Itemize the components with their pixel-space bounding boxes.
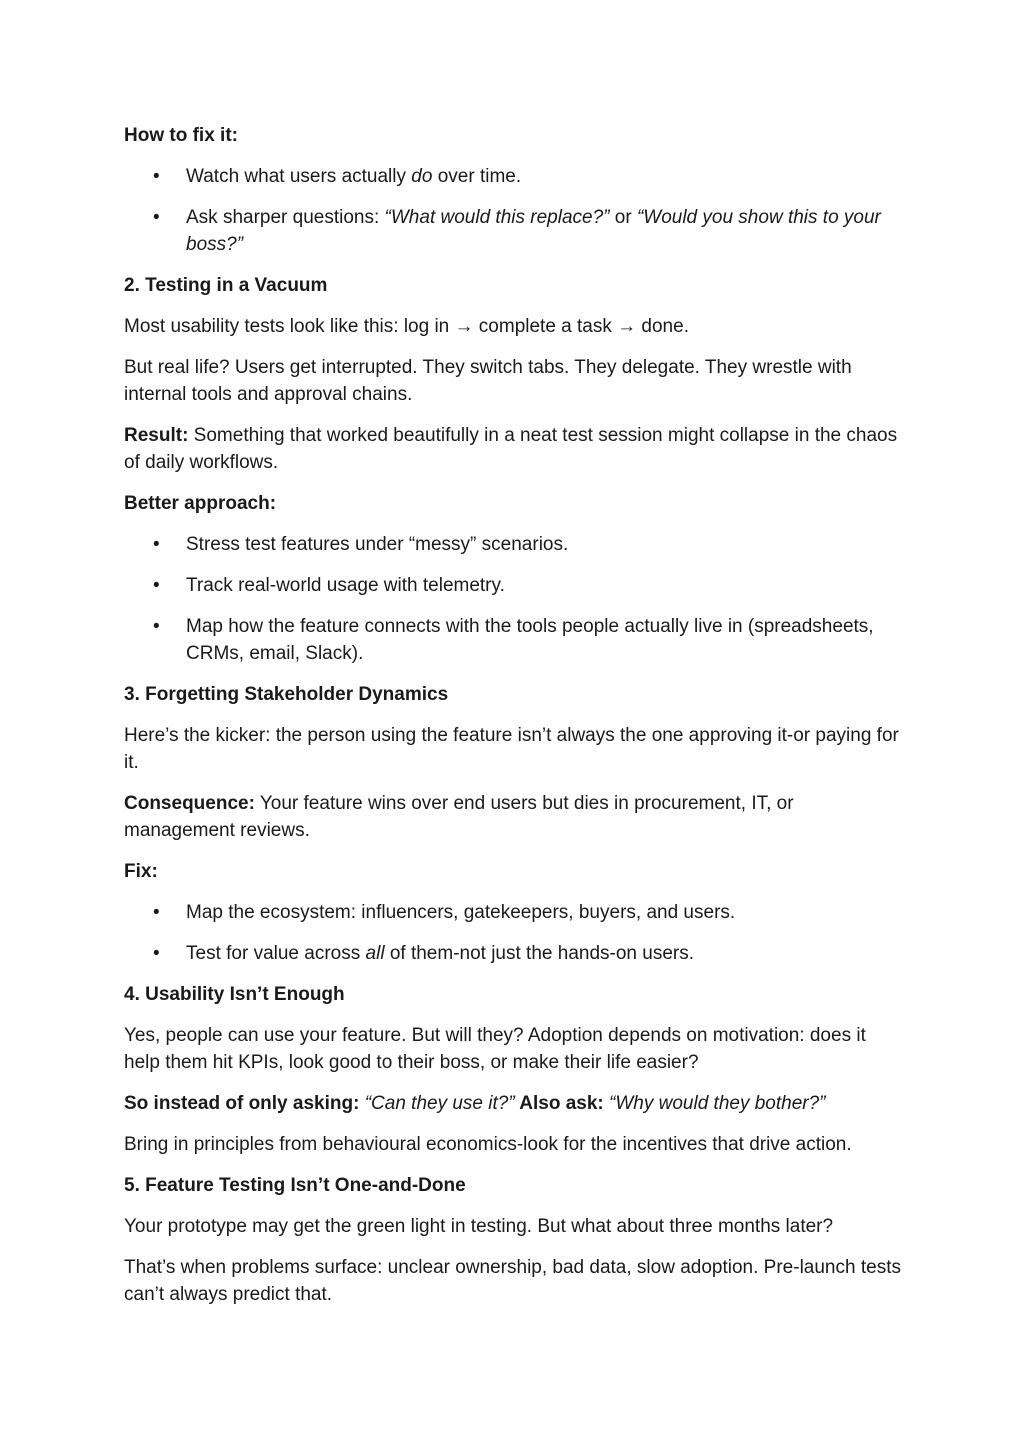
list-item: • Map the ecosystem: influencers, gatekeepers, buyers, and users. — [124, 899, 904, 926]
bullet-icon: • — [153, 902, 160, 923]
bullet-icon: • — [153, 616, 160, 637]
bullet-icon: • — [153, 166, 160, 187]
better-approach-list — [124, 531, 904, 667]
document-page — [124, 122, 904, 1322]
paragraph: Here’s the kicker: the person using the feature isn’t always the one approving it-or paying for it. — [124, 725, 899, 773]
ask-paragraph: So instead of only asking: “Can they use it?” Also ask: “Why would they bother?” — [124, 1093, 826, 1114]
paragraph: Most usability tests look like this: log in → complete a task → done. — [124, 316, 689, 337]
paragraph: But real life? Users get interrupted. They switch tabs. They delegate. They wrestle with internal tools and approval chains. — [124, 357, 852, 405]
list-item: • Stress test features under “messy” scenarios. — [124, 531, 904, 558]
how-to-fix-list — [124, 163, 904, 258]
how-to-fix-heading: How to fix it: — [124, 125, 238, 146]
bullet-icon: • — [153, 943, 160, 964]
consequence-paragraph: Consequence: Your feature wins over end users but dies in procurement, IT, or management reviews. — [124, 793, 794, 841]
result-paragraph: Result: Something that worked beautifully in a neat test session might collapse in the chaos of daily workflows. — [124, 425, 898, 473]
section-heading: 2. Testing in a Vacuum — [124, 275, 328, 296]
bullet-icon: • — [153, 575, 160, 596]
list-item: • Map how the feature connects with the tools people actually live in (spreadsheets, CRMs, email, Slack). — [124, 613, 904, 667]
section-heading: 4. Usability Isn’t Enough — [124, 984, 345, 1005]
paragraph: Bring in principles from behavioural economics-look for the incentives that drive action. — [124, 1134, 852, 1155]
list-item: • Ask sharper questions: “What would this replace?” or “Would you show this to your boss?” — [124, 204, 904, 258]
list-item: • Test for value across all of them-not just the hands-on users. — [124, 940, 904, 967]
section-heading: 5. Feature Testing Isn’t One-and-Done — [124, 1175, 466, 1196]
better-approach-heading: Better approach: — [124, 493, 277, 514]
section-heading: 3. Forgetting Stakeholder Dynamics — [124, 684, 449, 705]
bullet-icon: • — [153, 207, 160, 228]
fix-heading: Fix: — [124, 861, 158, 882]
paragraph: Your prototype may get the green light in testing. But what about three months later? — [124, 1216, 834, 1237]
bullet-icon: • — [153, 534, 160, 555]
list-item: • Watch what users actually do over time. — [124, 163, 904, 190]
fix-list — [124, 899, 904, 967]
list-item: • Track real-world usage with telemetry. — [124, 572, 904, 599]
paragraph: Yes, people can use your feature. But will they? Adoption depends on motivation: does it help them hit KPIs, look good to their boss, or make their life easier? — [124, 1025, 866, 1073]
paragraph: That’s when problems surface: unclear ownership, bad data, slow adoption. Pre-launch tests can’t always predict that. — [124, 1257, 901, 1305]
